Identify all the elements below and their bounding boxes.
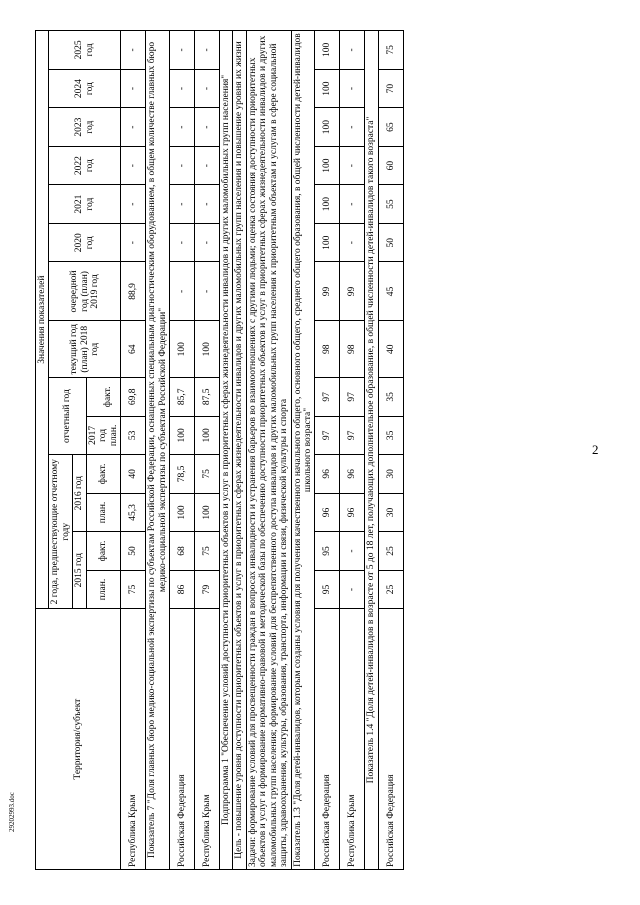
year-2015-header: 2015 год: [73, 532, 86, 609]
next-year-header: очередной год (план) 2019 год: [49, 262, 121, 321]
value-cell: 60: [378, 146, 403, 185]
value-cell: 79: [194, 570, 219, 609]
table-row: [169, 31, 194, 870]
value-cell: 100: [194, 493, 219, 532]
section-heading: Показатель 1.4 "Доля детей-инвалидов в возрасте от 5 до 18 лет, получающих дополнительное образование, в общей численности детей-инвалидов такого возраста": [365, 31, 378, 870]
value-cell: 100: [315, 69, 340, 108]
territory-cell: Российская Федерация: [378, 609, 403, 870]
value-cell: 100: [169, 416, 194, 455]
value-cell: 30: [378, 455, 403, 494]
value-cell: 98: [340, 321, 365, 378]
value-cell: -: [194, 69, 219, 108]
value-cell: 96: [315, 455, 340, 494]
value-cell: 95: [315, 570, 340, 609]
value-cell: 40: [121, 455, 146, 494]
value-cell: -: [121, 185, 146, 224]
fact-header: факт.: [86, 455, 120, 494]
value-cell: 97: [315, 416, 340, 455]
value-cell: 100: [315, 108, 340, 147]
value-cell: -: [194, 185, 219, 224]
year-2022-header: 2022 год: [49, 146, 121, 185]
value-cell: 40: [378, 321, 403, 378]
value-cell: 97: [340, 416, 365, 455]
year-2017-fact-header: факт.: [86, 378, 120, 417]
table-row: [246, 31, 291, 870]
value-cell: 55: [378, 185, 403, 224]
value-cell: 75: [194, 532, 219, 571]
value-cell: -: [340, 570, 365, 609]
value-cell: 35: [378, 378, 403, 417]
values-title: Значения показателей: [36, 31, 49, 609]
value-cell: 85,7: [169, 378, 194, 417]
year-2023-header: 2023 год: [49, 108, 121, 147]
table-row: [219, 31, 232, 870]
value-cell: -: [340, 185, 365, 224]
section-heading: Цель - повышение уровня доступности приоритетных объектов и услуг в приоритетных сферах жизнедеятельности инвалидов и других маломобильных групп населения и повышение уровня их жизни: [233, 31, 246, 870]
value-cell: -: [121, 146, 146, 185]
reporting-year-header: отчетный год: [49, 378, 86, 455]
value-cell: -: [340, 108, 365, 147]
value-cell: -: [121, 108, 146, 147]
value-cell: 97: [340, 378, 365, 417]
value-cell: 100: [194, 416, 219, 455]
value-cell: -: [169, 31, 194, 70]
rotated-table-wrapper: [35, 30, 615, 870]
value-cell: 96: [340, 493, 365, 532]
value-cell: -: [194, 146, 219, 185]
value-cell: 69,8: [121, 378, 146, 417]
value-cell: 70: [378, 69, 403, 108]
year-2025-header: 2025 год: [49, 31, 121, 70]
value-cell: 96: [315, 493, 340, 532]
current-year-header: текущий год (план) 2018 год: [49, 321, 121, 378]
section-heading: Подпрограмма 1 "Обеспечение условий доступности приоритетных объектов и услуг в приоритетных сферах жизнедеятельности инвалидов и других маломобильных групп населения": [219, 31, 232, 870]
table-row: [121, 31, 146, 870]
plan-header: план.: [86, 570, 120, 609]
value-cell: 45: [378, 262, 403, 321]
table-row: [365, 31, 378, 870]
value-cell: 64: [121, 321, 146, 378]
value-cell: 30: [378, 493, 403, 532]
section-heading: Показатель 1.3 "Доля детей-инвалидов, которым созданы условия для получения качественного начального общего, основного общего, среднего общего образования, в общей численности детей-инвалидов школьного возраста": [291, 31, 315, 870]
indicators-table: [35, 30, 404, 870]
value-cell: 75: [194, 455, 219, 494]
territory-cell: Республика Крым: [194, 609, 219, 870]
territory-cell: Республика Крым: [340, 609, 365, 870]
value-cell: 100: [315, 223, 340, 262]
tasks-text: Задачи: формирование условий для просвещенности граждан в вопросах инвалидности и устранения барьеров во взаимоотношениях с другими людьми; оценка состояния доступности приоритетных объектов и услуг и формирование нормативно-правовой и методической базы по обеспечению доступности приоритетных объектов и услуг в приоритетных сферах жизнедеятельности инвалидов и других маломобильных групп населения; формирование условий для беспрепятственного доступа инвалидов и других маломобильных групп населения к приоритетным объектам и услугам в сфере социальной защиты, здравоохранения, культуры, образования, транспорта, информации и связи, физической культуры и спорта: [246, 31, 291, 870]
table-row: [315, 31, 340, 870]
two-years-header: 2 года, предшествующие отчетному году: [49, 455, 73, 609]
year-2017-plan-header: 2017 год план.: [86, 416, 120, 455]
territory-cell: Республика Крым: [121, 609, 146, 870]
value-cell: 75: [378, 31, 403, 70]
value-cell: 35: [378, 416, 403, 455]
value-cell: 100: [194, 321, 219, 378]
value-cell: 25: [378, 532, 403, 571]
table-body: [121, 31, 404, 870]
value-cell: 88,9: [121, 262, 146, 321]
plan-header: план.: [86, 493, 120, 532]
value-cell: -: [121, 69, 146, 108]
page-number: 2: [592, 442, 599, 457]
value-cell: 96: [340, 455, 365, 494]
value-cell: -: [340, 69, 365, 108]
value-cell: -: [194, 108, 219, 147]
value-cell: 87,5: [194, 378, 219, 417]
year-2016-header: 2016 год: [73, 455, 86, 532]
year-2020-header: 2020 год: [49, 223, 121, 262]
value-cell: -: [121, 223, 146, 262]
table-row: [291, 31, 315, 870]
territory-cell: Российская Федерация: [169, 609, 194, 870]
value-cell: -: [169, 146, 194, 185]
value-cell: -: [121, 31, 146, 70]
territory-cell: Российская Федерация: [315, 609, 340, 870]
table-row: [194, 31, 219, 870]
value-cell: 100: [315, 31, 340, 70]
value-cell: 100: [169, 493, 194, 532]
value-cell: 50: [378, 223, 403, 262]
value-cell: 78,5: [169, 455, 194, 494]
file-name: 29202993.doc: [8, 792, 16, 832]
section-heading: Показатель 7 "Доля главных бюро медико-социальной экспертизы по субъектам Российской Федерации, оснащенных специальным диагностическим оборудованием, в общем количестве главных бюро медико-социальной экспертизы по субъектам Российской Федерации": [146, 31, 170, 870]
value-cell: -: [340, 146, 365, 185]
value-cell: 95: [315, 532, 340, 571]
value-cell: 50: [121, 532, 146, 571]
value-cell: 53: [121, 416, 146, 455]
value-cell: 100: [315, 146, 340, 185]
value-cell: -: [340, 31, 365, 70]
value-cell: -: [340, 532, 365, 571]
value-cell: -: [169, 262, 194, 321]
value-cell: 25: [378, 570, 403, 609]
territory-header: Территория/субъект: [36, 609, 121, 870]
value-cell: -: [194, 223, 219, 262]
value-cell: 100: [315, 185, 340, 224]
value-cell: -: [194, 262, 219, 321]
value-cell: 75: [121, 570, 146, 609]
year-2021-header: 2021 год: [49, 185, 121, 224]
value-cell: 100: [169, 321, 194, 378]
value-cell: -: [340, 223, 365, 262]
table-row: [233, 31, 246, 870]
table-row: [340, 31, 365, 870]
value-cell: 99: [315, 262, 340, 321]
value-cell: 97: [315, 378, 340, 417]
value-cell: 99: [340, 262, 365, 321]
value-cell: 86: [169, 570, 194, 609]
value-cell: 65: [378, 108, 403, 147]
value-cell: 45,3: [121, 493, 146, 532]
value-cell: 98: [315, 321, 340, 378]
value-cell: -: [169, 223, 194, 262]
table-row: [378, 31, 403, 870]
year-2024-header: 2024 год: [49, 69, 121, 108]
value-cell: -: [169, 69, 194, 108]
table-row: [146, 31, 170, 870]
value-cell: -: [169, 185, 194, 224]
value-cell: 68: [169, 532, 194, 571]
value-cell: -: [169, 108, 194, 147]
value-cell: -: [194, 31, 219, 70]
fact-header: факт.: [86, 532, 120, 571]
